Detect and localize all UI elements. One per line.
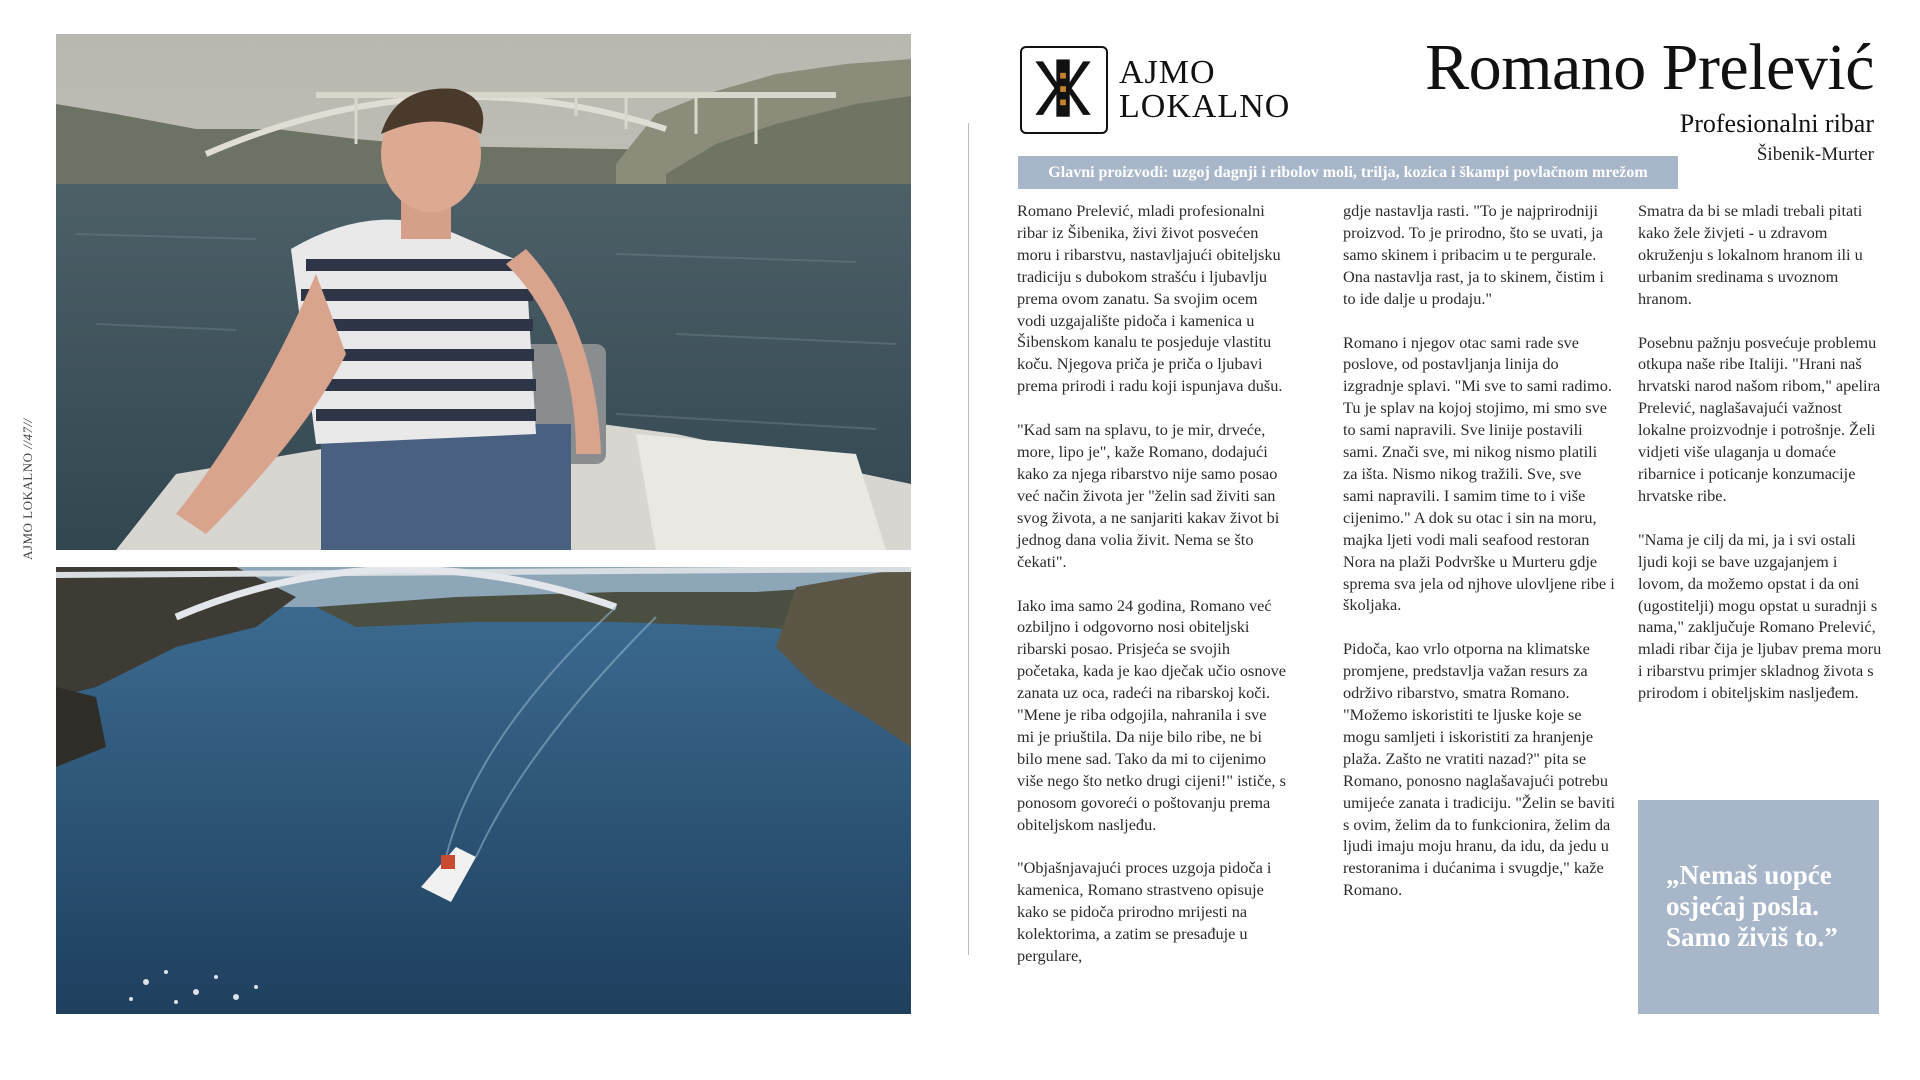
products-banner: Glavni proizvodi: uzgoj dagnji i ribolov moli, trilja, kozica i škampi povlačnom mrežom	[1018, 156, 1678, 189]
article-column-1	[1017, 200, 1287, 989]
logo-mark	[1020, 46, 1108, 134]
boat-aerial-photo	[56, 567, 911, 1014]
paragraph: Posebnu pažnju posvećuje problemu otkupa naše ribe Italiji. "Hrani naš hrvatski narod našom ribom," apelira Prelević, naglašavajući važnost lokalne proizvodnje i potrošnje. Želi vidjeti više ulaganja u domaće ribarnice i poticanje konzumacije hrvatske ribe.	[1638, 332, 1881, 505]
boat-aerial-icon	[56, 567, 911, 1014]
paragraph: "Nama je cilj da mi, ja i svi ostali ljudi koji se bave uzgajanjem i lovom, da možemo opstat i da oni (ugostitelji) mogu opstat u suradnji s nama," zaključuje Romano Prelević, mladi ribar čija je ljubav prema moru i ribarstvu primjer skladnog života s prirodom i obiteljskim nasljeđem.	[1638, 529, 1882, 703]
page-subtitle: Profesionalni ribar	[1679, 109, 1874, 138]
logo-line-1: AJMO	[1119, 54, 1216, 91]
column-divider	[968, 123, 969, 955]
location-label: Šibenik-Murter	[1756, 144, 1874, 165]
paragraph: "Kad sam na splavu, to je mir, drveće, more, lipo je", kaže Romano, dodajući kako za njega ribarstvo nije samo posao već način života jer "želin sad živiti san svog života, a ne sanjariti kakav život bi jednog dana volia živit. Nema se što čekati".	[1017, 420, 1280, 571]
side-page-number: //47//	[20, 418, 35, 449]
article-column-3	[1638, 200, 1884, 726]
paragraph: Romano Prelević, mladi profesionalni ribar iz Šibenika, živi život posvećen moru i ribarstvu, nastavljajući obiteljsku tradiciju s dubokom strašću i ljubavlju prema ovom zanatu. Sa svojim ocem vodi uzgajalište pidoča i kamenica u Šibenskom kanalu te posjeduje vlastitu koču. Njegova priča je priča o ljubavi prema prirodi i radu koji ispunjava dušu.	[1017, 201, 1283, 396]
pull-quote-box	[1638, 800, 1879, 1014]
paragraph: Pidoča, kao vrlo otporna na klimatske promjene, predstavlja važan resurs za održivo ribarstvo, smatra Romano. "Možemo iskoristiti te ljuske koje se mogu samljeti i iskoristiti za hranjenje plaža. Zašto ne vratiti nazad?" pita se Romano, ponosno naglašavajući potrebu umijeće zanata i tradiciju. "Želin se baviti s ovim, želim da to funkcionira, želim da ljudi imaju moju hranu, da idu, da jedu u restoranima i dućanima i svugdje," kaže Romano.	[1343, 639, 1616, 900]
pull-quote: „Nemaš uopće osjećaj posla. Samo živiš to.”	[1666, 860, 1838, 952]
logo-wordmark	[1119, 56, 1290, 124]
ajmo-lokalno-logo	[1020, 46, 1290, 138]
paragraph: "Objašnjavajući proces uzgoja pidoča i kamenica, Romano strastveno opisuje kako se pidoča prirodno mrijesti na kolektorima, a zatim se presađuje u pergulare,	[1017, 858, 1272, 966]
paragraph: Iako ima samo 24 godina, Romano već ozbiljno i odgovorno nosi obiteljski ribarski posao. Prisjeća se svojih početaka, kada je kao dječak učio osnove zanata uz oca, radeći na ribarskoj koči. "Mene je riba odgojila, nahranila i sve mi je priuštila. Da nije bilo ribe, ne bi bilo mene sad. Tako da mi to cijenimo više nego što netko drugi cijeni!" ističe, s ponosom govoreći o poštovanju prema obiteljskom nasljeđu.	[1017, 595, 1286, 834]
fisherman-boat-photo	[56, 34, 911, 550]
fisherman-photo	[56, 34, 911, 550]
paragraph: Smatra da bi se mladi trebali pitati kako žele živjeti - u zdravom okruženju s lokalnom hranom ili u urbanim sredinama s uvoznom hranom.	[1638, 201, 1863, 308]
ajmo-lokalno-logo-icon	[1022, 48, 1106, 132]
paragraph: gdje nastavlja rasti. "To je najprirodniji proizvod. To je prirodno, što se uvati, ja samo skinem i pribacim u te pergurale. Ona nastavlja rast, ja to skinem, čistim i to ide dalje u prodaju."	[1343, 201, 1604, 308]
paragraph: Romano i njegov otac sami rade sve poslove, od postavljanja linija do izgradnje splavi. "Mi sve to sami radimo. Tu je splav na kojoj stojimo, mi smo sve to sami napravili. Sve linije postavili sami. Znači sve, mi nikog nismo platili za išta. Nismo nikog tražili. Sve, sve sami napravili. I samim time to i više cijenimo." A dok su otac i sin na moru, majka ljeti vodi mali seafood restoran Nora na plaži Podvrške u Murteru gdje sprema sva jela od njhove ulovljene ribe i školjaka.	[1343, 332, 1615, 615]
logo-line-2: LOKALNO	[1119, 88, 1291, 125]
article-column-2	[1343, 200, 1615, 923]
page-title: Romano Prelević	[1425, 31, 1874, 104]
side-running-text	[20, 380, 38, 560]
side-brand: AJMO LOKALNO	[20, 452, 35, 560]
